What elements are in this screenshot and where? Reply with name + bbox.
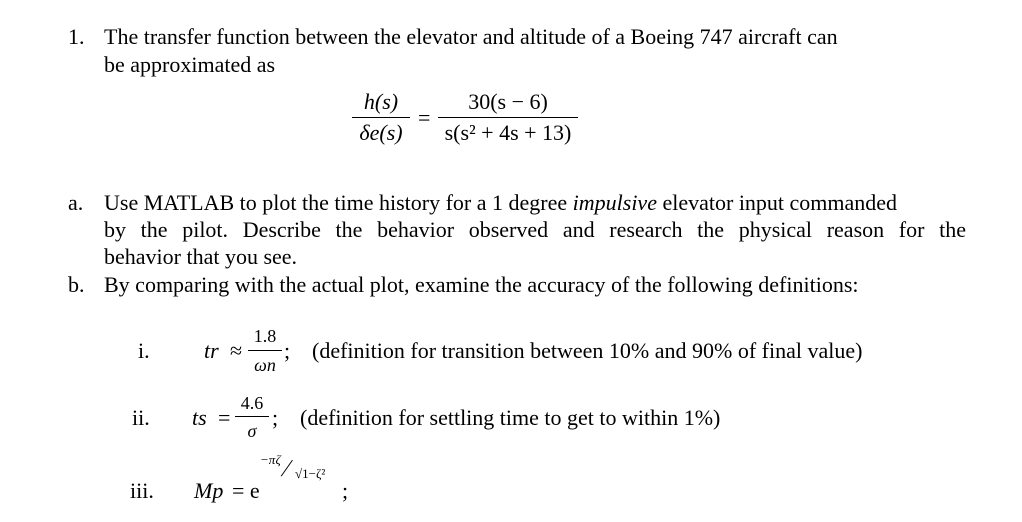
definition-iii-exponent-denominator: √1−ζ²	[295, 466, 326, 481]
tf-lhs-numerator: h(s)	[363, 89, 399, 114]
tf-rhs-denominator: s(s² + 4s + 13)	[444, 120, 572, 145]
definition-ii-numerator: 4.6	[240, 393, 264, 413]
part-a-line-2: by the pilot. Describe the behavior observed and research the physical reason for the	[104, 217, 966, 242]
definition-iii-exponent-numerator: −πζ	[260, 452, 281, 467]
definition-i-denominator: ωn	[254, 355, 276, 375]
part-b-label: b.	[68, 272, 85, 297]
tf-lhs-bar	[352, 117, 410, 118]
definition-ii-bar	[235, 416, 269, 417]
tf-rhs-bar	[438, 117, 578, 118]
definition-iii-label: iii.	[130, 478, 154, 503]
definition-i-bar	[248, 350, 282, 351]
definition-ii-separator: ;	[272, 405, 279, 430]
definition-ii-operator: =	[218, 405, 231, 430]
part-a-line-1	[104, 190, 897, 216]
tf-lhs-denominator: δe(s)	[359, 120, 403, 145]
definition-ii-lhs: ts	[192, 405, 207, 430]
problem-line-2: be approximated as	[104, 52, 276, 77]
part-a-line-1-pre: Use MATLAB to plot the time history for a 1 degree	[104, 190, 573, 215]
definition-i-description: (definition for transition between 10% and 90% of final value)	[312, 338, 863, 363]
part-a-label: a.	[68, 190, 84, 215]
definition-i-label: i.	[138, 338, 150, 363]
definition-ii-label: ii.	[132, 405, 150, 430]
problem-number: 1.	[68, 24, 85, 49]
definition-iii-lhs: Mp	[194, 478, 224, 503]
definition-iii-exponent-slash: /	[278, 456, 295, 482]
definition-i-separator: ;	[284, 338, 291, 363]
part-b-line: By comparing with the actual plot, examine the accuracy of the following definitions:	[104, 272, 859, 297]
definition-ii-denominator: σ	[247, 421, 257, 441]
definition-iii-separator: ;	[342, 478, 349, 503]
problem-line-1: The transfer function between the elevator and altitude of a Boeing 747 aircraft can	[104, 24, 838, 49]
tf-rhs-numerator: 30(s − 6)	[468, 89, 548, 114]
part-a-line-3: behavior that you see.	[104, 244, 298, 269]
definition-iii-operator: = e	[232, 478, 260, 503]
part-a-line-1-post: elevator input commanded	[656, 190, 898, 215]
definition-i-lhs: tr	[204, 338, 219, 363]
definition-i-numerator: 1.8	[253, 326, 277, 346]
definition-i-operator: ≈	[230, 338, 243, 363]
part-a-line-1-emphasis: impulsive	[572, 190, 657, 215]
tf-equals: =	[418, 105, 431, 130]
definition-ii-description: (definition for settling time to get to within 1%)	[300, 405, 721, 430]
